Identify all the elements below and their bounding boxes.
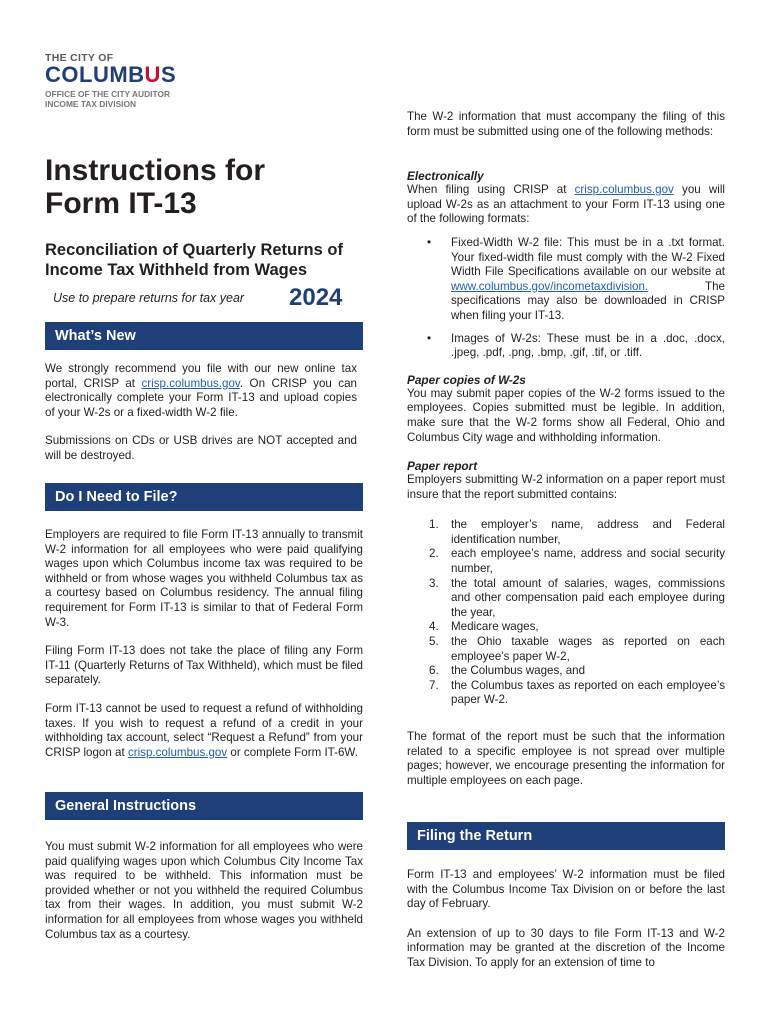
need-to-file-paragraph-3: Form IT-13 cannot be used to request a refund of withholding taxes. If you wish to request a refund of a credit in your withholding tax account, select “Request a Refund” from your CRISP logon at crisp.columbus.gov or complete Form IT-6W. — [45, 701, 363, 759]
list-text: Medicare wages, — [451, 620, 539, 634]
need-to-file-paragraph-1: Employers are required to file Form IT-13 annually to transmit W-2 information for all employees who were paid qualifying wages upon which Columbus income tax was required to be withheld or from whose wages you withheld Columbus tax as a courtesy based on Columbus residency. The annual filing requirement for Form IT-13 is similar to that of Federal Form W-3. — [45, 528, 363, 629]
list-item — [407, 620, 725, 635]
need-to-file-paragraph-2: Filing Form IT-13 does not take the place of filing any Form IT-11 (Quarterly Returns of Tax Withheld), which must be filed separately. — [45, 644, 363, 687]
title-block — [45, 154, 365, 220]
list-item — [407, 547, 725, 576]
logo-accent-letter: U — [144, 62, 161, 87]
crisp-upload-link[interactable]: crisp.columbus.gov — [574, 183, 674, 197]
list-number: 5. — [429, 635, 439, 649]
list-item: • Fixed-Width W-2 file: This must be in a .txt format. Your fixed-width file must comply with the W-2 Fixed Width File Specifications available on our website at www.columbus.gov/incometaxdivision. The specifications may also be downloaded in CRISP when filing your IT-13. — [427, 235, 725, 322]
bullet-glyph: • — [427, 235, 432, 249]
report-contents-list — [407, 518, 725, 708]
need-to-file-header: Do I Need to File? — [45, 483, 363, 511]
page-title-line1: Instructions for — [45, 154, 266, 187]
list-number: 2. — [429, 547, 439, 561]
logo-wordmark: COLUMBUS — [45, 62, 177, 87]
paper-report-heading: Paper report — [407, 459, 478, 474]
logo-sub-1: OFFICE OF THE CITY AUDITOR — [45, 89, 171, 99]
list-item — [407, 577, 725, 621]
crisp-link[interactable]: crisp.columbus.gov — [141, 376, 240, 390]
tax-year-label: Use to prepare returns for tax year — [53, 291, 245, 305]
filing-paragraph-2: An extension of up to 30 days to file Form IT-13 and W-2 information may be granted at the discretion of the Income Tax Division. To apply for an extension of time to — [407, 926, 725, 969]
need-to-file-section — [45, 528, 363, 760]
list-text: the Ohio taxable wages as reported on each employee’s paper W-2, — [451, 635, 725, 663]
list-text: the Columbus wages, and — [451, 664, 586, 678]
list-text: the total amount of salaries, wages, commissions and other compensation paid each employee during the year, — [451, 576, 725, 619]
paper-copies-heading: Paper copies of W-2s — [407, 372, 526, 387]
whats-new-header: What’s New — [45, 322, 363, 350]
electronically-paragraph: When filing using CRISP at crisp.columbus.gov you will upload W-2s as an attachment to your Form IT-13 using one of the following formats: — [407, 183, 725, 226]
logo-sub-2: INCOME TAX DIVISION — [45, 99, 137, 109]
general-instructions-section — [45, 840, 363, 942]
right-column — [407, 110, 725, 788]
subtitle-line1: Reconciliation of Quarterly Returns of — [45, 241, 343, 259]
list-number: 4. — [429, 620, 439, 634]
paper-copies-paragraph: You may submit paper copies of the W-2 forms issued to the employees. Copies submitted must be legible. In addition, make sure that the W-2 forms show all Federal, Ohio and Columbus City wage and withholding information. — [407, 386, 725, 444]
paper-report-paragraph: Employers submitting W-2 information on a paper report must insure that the report submitted contains: — [407, 473, 725, 501]
subtitle-block — [45, 240, 375, 280]
subtitle-line2: Income Tax Withheld from Wages — [45, 261, 308, 279]
whats-new-section — [45, 362, 357, 464]
bullet-glyph: • — [427, 331, 432, 345]
list-item — [407, 664, 725, 679]
format-paragraph: The format of the report must be such that the information related to a specific employee is not spread over multiple pages; however, we encourage presenting the information for multiple employees on each page. — [407, 730, 725, 787]
list-item — [407, 635, 725, 664]
list-item — [407, 679, 725, 708]
list-text: each employee’s name, address and social security number, — [451, 547, 725, 576]
tax-year-value: 2024 — [289, 284, 343, 311]
income-tax-division-link[interactable]: www.columbus.gov/incometaxdivision. — [451, 279, 649, 293]
general-instructions-header: General Instructions — [45, 792, 363, 820]
filing-paragraph-1: Form IT-13 and employees’ W-2 information must be filed with the Columbus Income Tax Division on or before the last day of February. — [407, 868, 725, 911]
whats-new-paragraph: We strongly recommend you file with our new online tax portal, CRISP at crisp.columbus.gov. On CRISP you can electronically complete your Form IT-13 and upload copies of your W-2s or a fixed-width W-2 file. — [45, 362, 358, 419]
list-item — [407, 518, 725, 547]
filing-return-header: Filing the Return — [407, 822, 725, 850]
list-number: 1. — [429, 518, 439, 532]
format-list — [407, 236, 725, 361]
general-instructions-paragraph: You must submit W-2 information for all employees who were paid qualifying wages upon which Columbus City Income Tax was required to be withheld. This information must be provided whether or not you withheld the required Columbus tax from their wages. In addition, you must submit W-2 information for all employees from whose wages you withheld Columbus tax as a courtesy. — [45, 840, 363, 941]
electronically-heading: Electronically — [407, 169, 484, 184]
list-text: the employer’s name, address and Federal identification number, — [451, 518, 725, 546]
crisp-refund-link[interactable]: crisp.columbus.gov — [127, 745, 228, 759]
city-logo — [45, 52, 176, 109]
logo-top-text: THE CITY OF — [45, 52, 114, 64]
list-number: 6. — [429, 664, 439, 678]
filing-return-section — [407, 868, 725, 971]
list-number: 7. — [429, 678, 439, 692]
list-item: • Images of W-2s: These must be in a .doc, .docx, .jpeg, .pdf, .png, .bmp, .gif, .tif, or .tiff. — [427, 331, 725, 360]
methods-intro: The W-2 information that must accompany the filing of this form must be submitted using one of the following methods: — [407, 110, 725, 138]
list-number: 3. — [429, 576, 439, 590]
submission-warning: Submissions on CDs or USB drives are NOT accepted and will be destroyed. — [45, 434, 357, 462]
page-title-line2: Form IT-13 — [45, 187, 197, 220]
list-text: the Columbus taxes as reported on each employee’s paper W-2. — [451, 678, 725, 707]
